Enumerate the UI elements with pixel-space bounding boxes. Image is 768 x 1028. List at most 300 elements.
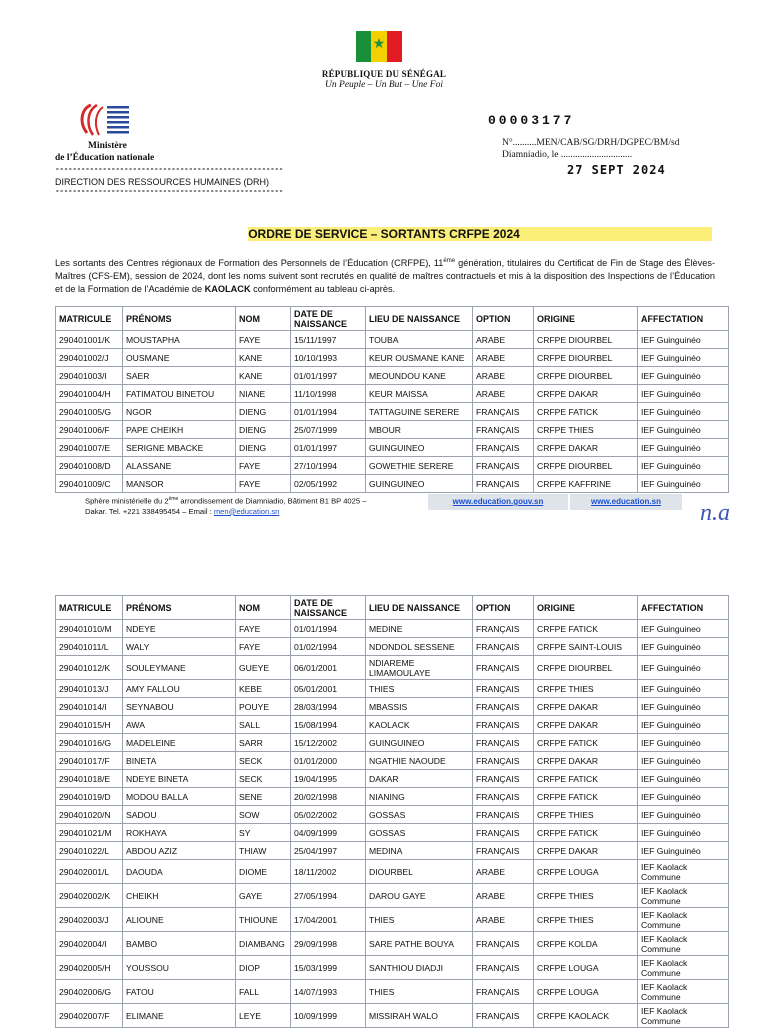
table-row bbox=[56, 752, 729, 770]
cell-matricule: 290402001/L bbox=[56, 860, 123, 884]
cell-origine: CRFPE KOLDA bbox=[534, 932, 638, 956]
cell-prenoms: SADOU bbox=[123, 806, 236, 824]
cell-matricule: 290401017/F bbox=[56, 752, 123, 770]
document-number: 00003177 bbox=[488, 113, 575, 128]
cell-affectation: IEF Guinguinéo bbox=[638, 680, 729, 698]
cell-nom: DIENG bbox=[236, 439, 291, 457]
cell-lieu-naissance: GOSSAS bbox=[366, 824, 473, 842]
table-row bbox=[56, 680, 729, 698]
cell-nom: GAYE bbox=[236, 884, 291, 908]
cell-date-naissance: 27/05/1994 bbox=[291, 884, 366, 908]
cell-lieu-naissance: GUINGUINEO bbox=[366, 734, 473, 752]
cell-origine: CRFPE DIOURBEL bbox=[534, 367, 638, 385]
cell-affectation: IEF Guinguinéo bbox=[638, 698, 729, 716]
cell-nom: NIANE bbox=[236, 385, 291, 403]
cell-matricule: 290401022/L bbox=[56, 842, 123, 860]
cell-prenoms: AMY FALLOU bbox=[123, 680, 236, 698]
cell-origine: CRFPE FATICK bbox=[534, 403, 638, 421]
table-row bbox=[56, 884, 729, 908]
cell-prenoms: ROKHAYA bbox=[123, 824, 236, 842]
column-header-origine: ORIGINE bbox=[534, 307, 638, 331]
cell-date-naissance: 01/01/1994 bbox=[291, 403, 366, 421]
cell-lieu-naissance: GUINGUINEO bbox=[366, 475, 473, 493]
cell-origine: CRFPE THIES bbox=[534, 806, 638, 824]
cell-prenoms: ELIMANE bbox=[123, 1004, 236, 1028]
cell-lieu-naissance: NIANING bbox=[366, 788, 473, 806]
cell-option: FRANÇAIS bbox=[473, 656, 534, 680]
cell-lieu-naissance: THIES bbox=[366, 980, 473, 1004]
cell-lieu-naissance: SANTHIOU DIADJI bbox=[366, 956, 473, 980]
cell-matricule: 290401019/D bbox=[56, 788, 123, 806]
cell-option: FRANÇAIS bbox=[473, 956, 534, 980]
cell-date-naissance: 15/12/2002 bbox=[291, 734, 366, 752]
cell-matricule: 290401015/H bbox=[56, 716, 123, 734]
cell-nom: POUYE bbox=[236, 698, 291, 716]
cell-matricule: 290401005/G bbox=[56, 403, 123, 421]
country-name: RÉPUBLIQUE DU SÉNÉGAL bbox=[321, 69, 447, 79]
cell-matricule: 290402003/J bbox=[56, 908, 123, 932]
cell-matricule: 290401010/M bbox=[56, 620, 123, 638]
table-row bbox=[56, 806, 729, 824]
cell-nom: DIAMBANG bbox=[236, 932, 291, 956]
cell-date-naissance: 10/09/1999 bbox=[291, 1004, 366, 1028]
cell-nom: FAYE bbox=[236, 331, 291, 349]
cell-lieu-naissance: KAOLACK bbox=[366, 716, 473, 734]
cell-nom: SENE bbox=[236, 788, 291, 806]
cell-matricule: 290401004/H bbox=[56, 385, 123, 403]
ministry-name: de l’Éducation nationale bbox=[55, 153, 155, 163]
cell-prenoms: MADELEINE bbox=[123, 734, 236, 752]
cell-option: FRANÇAIS bbox=[473, 439, 534, 457]
cell-prenoms: SAER bbox=[123, 367, 236, 385]
star-icon: ★ bbox=[372, 35, 386, 51]
cell-matricule: 290401002/J bbox=[56, 349, 123, 367]
cell-nom: FAYE bbox=[236, 475, 291, 493]
cell-date-naissance: 11/10/1998 bbox=[291, 385, 366, 403]
cell-date-naissance: 04/09/1999 bbox=[291, 824, 366, 842]
cell-nom: SARR bbox=[236, 734, 291, 752]
cell-option: FRANÇAIS bbox=[473, 457, 534, 475]
cell-matricule: 290401014/I bbox=[56, 698, 123, 716]
cell-date-naissance: 25/04/1997 bbox=[291, 842, 366, 860]
cell-matricule: 290402006/G bbox=[56, 980, 123, 1004]
cell-prenoms: YOUSSOU bbox=[123, 956, 236, 980]
table-row bbox=[56, 457, 729, 475]
cell-origine: CRFPE FATICK bbox=[534, 788, 638, 806]
cell-affectation: IEF Guinguinéo bbox=[638, 824, 729, 842]
cell-lieu-naissance: THIES bbox=[366, 908, 473, 932]
cell-nom: SECK bbox=[236, 752, 291, 770]
cell-date-naissance: 19/04/1995 bbox=[291, 770, 366, 788]
column-header-lieu-naissance: LIEU DE NAISSANCE bbox=[366, 596, 473, 620]
cell-origine: CRFPE LOUGA bbox=[534, 956, 638, 980]
column-header-matricule: MATRICULE bbox=[56, 307, 123, 331]
senegal-flag bbox=[356, 31, 402, 62]
cell-origine: CRFPE FATICK bbox=[534, 734, 638, 752]
direction-name: DIRECTION DES RESSOURCES HUMAINES (DRH) bbox=[55, 177, 270, 187]
table-row bbox=[56, 956, 729, 980]
table-header-row bbox=[56, 307, 729, 331]
cell-lieu-naissance: MBOUR bbox=[366, 421, 473, 439]
table-row bbox=[56, 980, 729, 1004]
cell-matricule: 290401011/L bbox=[56, 638, 123, 656]
cell-option: FRANÇAIS bbox=[473, 698, 534, 716]
cell-lieu-naissance: TATTAGUINE SERERE bbox=[366, 403, 473, 421]
column-header-nom: NOM bbox=[236, 596, 291, 620]
table-row bbox=[56, 842, 729, 860]
cell-matricule: 290401008/D bbox=[56, 457, 123, 475]
cell-option: FRANÇAIS bbox=[473, 788, 534, 806]
cell-matricule: 290401020/N bbox=[56, 806, 123, 824]
cell-date-naissance: 25/07/1999 bbox=[291, 421, 366, 439]
table-row bbox=[56, 824, 729, 842]
footer-text: arrondissement de Diamniadio, Bâtiment B1 BP 4025 – bbox=[178, 496, 367, 506]
cell-origine: CRFPE LOUGA bbox=[534, 860, 638, 884]
cell-option: ARABE bbox=[473, 331, 534, 349]
handwritten-initials: n.a bbox=[700, 500, 730, 526]
cell-lieu-naissance: KEUR OUSMANE KANE bbox=[366, 349, 473, 367]
footer-text: Dakar. Tel. +221 338495454 – Email : bbox=[85, 506, 214, 516]
cell-date-naissance: 28/03/1994 bbox=[291, 698, 366, 716]
cell-nom: FAYE bbox=[236, 620, 291, 638]
cell-affectation: IEF Kaolack Commune bbox=[638, 956, 729, 980]
cell-date-naissance: 29/09/1998 bbox=[291, 932, 366, 956]
cell-nom: FALL bbox=[236, 980, 291, 1004]
cell-date-naissance: 15/08/1994 bbox=[291, 716, 366, 734]
cell-matricule: 290402005/H bbox=[56, 956, 123, 980]
footer-superscript: ème bbox=[168, 496, 179, 502]
table-row bbox=[56, 908, 729, 932]
cell-option: ARABE bbox=[473, 860, 534, 884]
cell-nom: DIOME bbox=[236, 860, 291, 884]
cell-date-naissance: 06/01/2001 bbox=[291, 656, 366, 680]
cell-lieu-naissance: GOSSAS bbox=[366, 806, 473, 824]
cell-origine: CRFPE KAOLACK bbox=[534, 1004, 638, 1028]
cell-date-naissance: 01/01/1994 bbox=[291, 620, 366, 638]
table-row bbox=[56, 331, 729, 349]
cell-prenoms: ALASSANE bbox=[123, 457, 236, 475]
cell-prenoms: OUSMANE bbox=[123, 349, 236, 367]
cell-lieu-naissance: MEOUNDOU KANE bbox=[366, 367, 473, 385]
cell-origine: CRFPE FATICK bbox=[534, 770, 638, 788]
cell-nom: GUEYE bbox=[236, 656, 291, 680]
cell-affectation: IEF Guinguinéo bbox=[638, 806, 729, 824]
cell-affectation: IEF Guinguinéo bbox=[638, 842, 729, 860]
cell-affectation: IEF Guinguinéo bbox=[638, 638, 729, 656]
cell-matricule: 290401001/K bbox=[56, 331, 123, 349]
table-row bbox=[56, 860, 729, 884]
cell-lieu-naissance: KEUR MAISSA bbox=[366, 385, 473, 403]
cell-prenoms: NGOR bbox=[123, 403, 236, 421]
date-stamp: 27 SEPT 2024 bbox=[567, 163, 666, 177]
cell-option: FRANÇAIS bbox=[473, 932, 534, 956]
cell-nom: THIAW bbox=[236, 842, 291, 860]
cell-prenoms: MOUSTAPHA bbox=[123, 331, 236, 349]
ministry-logo-icon bbox=[77, 103, 137, 141]
cell-date-naissance: 01/01/1997 bbox=[291, 439, 366, 457]
cell-lieu-naissance: GUINGUINEO bbox=[366, 439, 473, 457]
cell-affectation: IEF Guinguinéo bbox=[638, 367, 729, 385]
intro-paragraph bbox=[55, 255, 715, 296]
cell-nom: FAYE bbox=[236, 638, 291, 656]
table-row bbox=[56, 788, 729, 806]
cell-matricule: 290401012/K bbox=[56, 656, 123, 680]
column-header-date-naissance: DATE DE NAISSANCE bbox=[291, 307, 366, 331]
cell-matricule: 290401003/I bbox=[56, 367, 123, 385]
cell-origine: CRFPE DIOURBEL bbox=[534, 349, 638, 367]
cell-affectation: IEF Guinguinéo bbox=[638, 475, 729, 493]
cell-origine: CRFPE DAKAR bbox=[534, 752, 638, 770]
cell-date-naissance: 20/02/1998 bbox=[291, 788, 366, 806]
cell-prenoms: DAOUDA bbox=[123, 860, 236, 884]
cell-nom: SALL bbox=[236, 716, 291, 734]
table-row bbox=[56, 656, 729, 680]
cell-affectation: IEF Kaolack Commune bbox=[638, 980, 729, 1004]
cell-date-naissance: 10/10/1993 bbox=[291, 349, 366, 367]
cell-matricule: 290401009/C bbox=[56, 475, 123, 493]
page-title: ORDRE DE SERVICE – SORTANTS CRFPE 2024 bbox=[248, 227, 520, 241]
table-row bbox=[56, 698, 729, 716]
assignment-table-1 bbox=[55, 306, 729, 493]
cell-affectation: IEF Guinguinéo bbox=[638, 770, 729, 788]
cell-option: FRANÇAIS bbox=[473, 734, 534, 752]
column-header-prenoms: PRÉNOMS bbox=[123, 307, 236, 331]
cell-prenoms: FATIMATOU BINETOU bbox=[123, 385, 236, 403]
cell-origine: CRFPE THIES bbox=[534, 908, 638, 932]
cell-option: FRANÇAIS bbox=[473, 980, 534, 1004]
cell-prenoms: SERIGNE MBACKE bbox=[123, 439, 236, 457]
reference-number: N°..........MEN/CAB/SG/DRH/DGPEC/BM/sd bbox=[502, 138, 680, 148]
cell-nom: KANE bbox=[236, 367, 291, 385]
divider: ----------------------------------------------------- bbox=[55, 187, 283, 196]
cell-option: FRANÇAIS bbox=[473, 475, 534, 493]
cell-affectation: IEF Guinguinéo bbox=[638, 734, 729, 752]
cell-prenoms: ALIOUNE bbox=[123, 908, 236, 932]
column-header-affectation: AFFECTATION bbox=[638, 596, 729, 620]
table-row bbox=[56, 403, 729, 421]
cell-option: FRANÇAIS bbox=[473, 620, 534, 638]
cell-option: FRANÇAIS bbox=[473, 770, 534, 788]
cell-affectation: IEF Guinguinéo bbox=[638, 331, 729, 349]
cell-affectation: IEF Guinguinéo bbox=[638, 439, 729, 457]
cell-prenoms: CHEIKH bbox=[123, 884, 236, 908]
cell-origine: CRFPE DIOURBEL bbox=[534, 656, 638, 680]
cell-lieu-naissance: DIOURBEL bbox=[366, 860, 473, 884]
cell-nom: DIENG bbox=[236, 421, 291, 439]
cell-matricule: 290401007/E bbox=[56, 439, 123, 457]
cell-date-naissance: 01/02/1994 bbox=[291, 638, 366, 656]
intro-text: conformément au tableau ci-après. bbox=[250, 284, 396, 295]
cell-prenoms: ABDOU AZIZ bbox=[123, 842, 236, 860]
cell-lieu-naissance: MBASSIS bbox=[366, 698, 473, 716]
column-header-option: OPTION bbox=[473, 596, 534, 620]
cell-prenoms: AWA bbox=[123, 716, 236, 734]
cell-nom: FAYE bbox=[236, 457, 291, 475]
table-row bbox=[56, 439, 729, 457]
cell-date-naissance: 02/05/1992 bbox=[291, 475, 366, 493]
cell-option: FRANÇAIS bbox=[473, 806, 534, 824]
email-link[interactable]: men@education.sn bbox=[213, 506, 280, 516]
cell-lieu-naissance: MEDINE bbox=[366, 620, 473, 638]
table-row bbox=[56, 734, 729, 752]
cell-affectation: IEF Kaolack Commune bbox=[638, 932, 729, 956]
cell-option: ARABE bbox=[473, 908, 534, 932]
cell-origine: CRFPE LOUGA bbox=[534, 980, 638, 1004]
cell-affectation: IEF Guinguinéo bbox=[638, 457, 729, 475]
column-header-date-naissance: DATE DE NAISSANCE bbox=[291, 596, 366, 620]
table-row bbox=[56, 716, 729, 734]
table-row bbox=[56, 349, 729, 367]
intro-text: génération, titulaires du Certificat de Fin de Stage des Élèves-Maîtres (CFS-EM), session de 2024, dont les noms suivent sont recrutés en qualité de maîtres contractuels et mis à la disposition des Inspections de l’Éducation et de la Formation de l’Académie de bbox=[55, 258, 716, 295]
cell-date-naissance: 17/04/2001 bbox=[291, 908, 366, 932]
table-row bbox=[56, 367, 729, 385]
cell-lieu-naissance: THIES bbox=[366, 680, 473, 698]
column-header-lieu-naissance: LIEU DE NAISSANCE bbox=[366, 307, 473, 331]
cell-option: FRANÇAIS bbox=[473, 421, 534, 439]
column-header-prenoms: PRÉNOMS bbox=[123, 596, 236, 620]
cell-affectation: IEF Kaolack Commune bbox=[638, 908, 729, 932]
cell-prenoms: SEYNABOU bbox=[123, 698, 236, 716]
cell-date-naissance: 15/11/1997 bbox=[291, 331, 366, 349]
cell-prenoms: MANSOR bbox=[123, 475, 236, 493]
cell-prenoms: WALY bbox=[123, 638, 236, 656]
cell-lieu-naissance: NGATHIE NAOUDE bbox=[366, 752, 473, 770]
intro-superscript: ème bbox=[443, 258, 456, 264]
cell-option: FRANÇAIS bbox=[473, 680, 534, 698]
cell-lieu-naissance: MISSIRAH WALO bbox=[366, 1004, 473, 1028]
cell-matricule: 290401018/E bbox=[56, 770, 123, 788]
cell-affectation: IEF Guinguinéo bbox=[638, 788, 729, 806]
cell-date-naissance: 27/10/1994 bbox=[291, 457, 366, 475]
cell-origine: CRFPE DIOURBEL bbox=[534, 331, 638, 349]
cell-affectation: IEF Guinguineo bbox=[638, 620, 729, 638]
page-footer bbox=[85, 494, 366, 517]
cell-date-naissance: 18/11/2002 bbox=[291, 860, 366, 884]
footer-text: Sphère ministérielle du 2 bbox=[85, 496, 169, 506]
cell-lieu-naissance: NDONDOL SESSENE bbox=[366, 638, 473, 656]
cell-lieu-naissance: MEDINA bbox=[366, 842, 473, 860]
cell-option: FRANÇAIS bbox=[473, 1004, 534, 1028]
cell-nom: DIENG bbox=[236, 403, 291, 421]
cell-affectation: IEF Guinguinéo bbox=[638, 403, 729, 421]
cell-nom: LEYE bbox=[236, 1004, 291, 1028]
cell-origine: CRFPE KAFFRINE bbox=[534, 475, 638, 493]
cell-prenoms: PAPE CHEIKH bbox=[123, 421, 236, 439]
cell-option: FRANÇAIS bbox=[473, 716, 534, 734]
ministry-label: Ministère bbox=[88, 141, 127, 151]
cell-origine: CRFPE DAKAR bbox=[534, 698, 638, 716]
cell-prenoms: MODOU BALLA bbox=[123, 788, 236, 806]
column-header-origine: ORIGINE bbox=[534, 596, 638, 620]
cell-prenoms: NDEYE BINETA bbox=[123, 770, 236, 788]
cell-affectation: IEF Guinguinéo bbox=[638, 752, 729, 770]
column-header-option: OPTION bbox=[473, 307, 534, 331]
cell-date-naissance: 05/02/2002 bbox=[291, 806, 366, 824]
cell-prenoms: FATOU bbox=[123, 980, 236, 1004]
cell-origine: CRFPE THIES bbox=[534, 680, 638, 698]
cell-option: ARABE bbox=[473, 349, 534, 367]
cell-origine: CRFPE THIES bbox=[534, 884, 638, 908]
assignment-table-2 bbox=[55, 595, 729, 1028]
cell-option: ARABE bbox=[473, 884, 534, 908]
cell-nom: KANE bbox=[236, 349, 291, 367]
cell-date-naissance: 14/07/1993 bbox=[291, 980, 366, 1004]
website-link-gouv[interactable]: www.education.gouv.sn bbox=[428, 494, 568, 510]
cell-affectation: IEF Guinguinéo bbox=[638, 349, 729, 367]
cell-option: FRANÇAIS bbox=[473, 638, 534, 656]
cell-option: FRANÇAIS bbox=[473, 752, 534, 770]
table-row bbox=[56, 932, 729, 956]
cell-nom: KEBE bbox=[236, 680, 291, 698]
cell-option: FRANÇAIS bbox=[473, 842, 534, 860]
cell-lieu-naissance: GOWETHIE SERERE bbox=[366, 457, 473, 475]
cell-affectation: IEF Kaolack Commune bbox=[638, 860, 729, 884]
cell-date-naissance: 05/01/2001 bbox=[291, 680, 366, 698]
cell-prenoms: BINETA bbox=[123, 752, 236, 770]
cell-affectation: IEF Guinguinéo bbox=[638, 385, 729, 403]
table-row bbox=[56, 770, 729, 788]
cell-origine: CRFPE DAKAR bbox=[534, 385, 638, 403]
cell-prenoms: NDEYE bbox=[123, 620, 236, 638]
cell-matricule: 290401013/J bbox=[56, 680, 123, 698]
cell-affectation: IEF Guinguinéo bbox=[638, 716, 729, 734]
column-header-nom: NOM bbox=[236, 307, 291, 331]
cell-prenoms: SOULEYMANE bbox=[123, 656, 236, 680]
cell-affectation: IEF Guinguinéo bbox=[638, 656, 729, 680]
cell-lieu-naissance: DAROU GAYE bbox=[366, 884, 473, 908]
cell-date-naissance: 01/01/2000 bbox=[291, 752, 366, 770]
place-date: Diamniadio, le .............................. bbox=[502, 150, 633, 160]
cell-nom: SY bbox=[236, 824, 291, 842]
cell-matricule: 290402004/I bbox=[56, 932, 123, 956]
cell-nom: DIOP bbox=[236, 956, 291, 980]
cell-option: ARABE bbox=[473, 367, 534, 385]
cell-matricule: 290402007/F bbox=[56, 1004, 123, 1028]
cell-origine: CRFPE FATICK bbox=[534, 620, 638, 638]
cell-nom: SECK bbox=[236, 770, 291, 788]
cell-date-naissance: 15/03/1999 bbox=[291, 956, 366, 980]
cell-lieu-naissance: DAKAR bbox=[366, 770, 473, 788]
academy-name: KAOLACK bbox=[204, 284, 251, 295]
column-header-matricule: MATRICULE bbox=[56, 596, 123, 620]
cell-affectation: IEF Kaolack Commune bbox=[638, 1004, 729, 1028]
cell-origine: CRFPE DAKAR bbox=[534, 842, 638, 860]
cell-origine: CRFPE FATICK bbox=[534, 824, 638, 842]
cell-affectation: IEF Kaolack Commune bbox=[638, 884, 729, 908]
cell-origine: CRFPE DIOURBEL bbox=[534, 457, 638, 475]
cell-option: FRANÇAIS bbox=[473, 824, 534, 842]
table-row bbox=[56, 421, 729, 439]
website-link[interactable]: www.education.sn bbox=[570, 494, 682, 510]
cell-origine: CRFPE DAKAR bbox=[534, 716, 638, 734]
cell-origine: CRFPE SAINT-LOUIS bbox=[534, 638, 638, 656]
cell-option: ARABE bbox=[473, 385, 534, 403]
table-row bbox=[56, 475, 729, 493]
cell-affectation: IEF Guinguinéo bbox=[638, 421, 729, 439]
cell-nom: SOW bbox=[236, 806, 291, 824]
cell-lieu-naissance: TOUBA bbox=[366, 331, 473, 349]
cell-origine: CRFPE THIES bbox=[534, 421, 638, 439]
cell-origine: CRFPE DAKAR bbox=[534, 439, 638, 457]
column-header-affectation: AFFECTATION bbox=[638, 307, 729, 331]
table-row bbox=[56, 620, 729, 638]
intro-text: Les sortants des Centres régionaux de Formation des Personnels de l’Éducation (CRFPE), 11 bbox=[55, 258, 444, 269]
cell-matricule: 290401006/F bbox=[56, 421, 123, 439]
cell-matricule: 290401016/G bbox=[56, 734, 123, 752]
cell-matricule: 290402002/K bbox=[56, 884, 123, 908]
cell-lieu-naissance: NDIAREME LIMAMOULAYE bbox=[366, 656, 473, 680]
national-motto: Un Peuple – Un But – Une Foi bbox=[325, 80, 443, 90]
